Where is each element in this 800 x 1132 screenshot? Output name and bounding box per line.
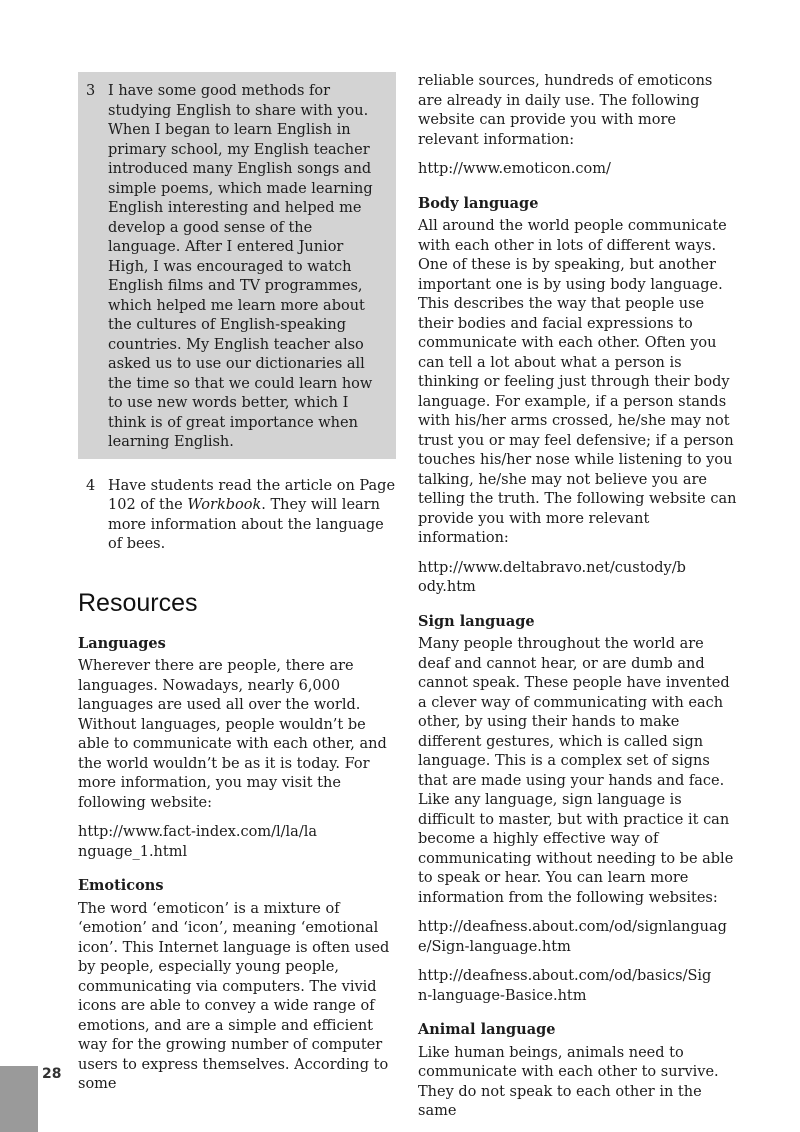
languages-heading: Languages (78, 634, 166, 652)
sign-language-link-2[interactable]: http://deafness.about.com/od/basics/Sign-language-Basice.htm (418, 968, 712, 1004)
animal-language-heading: Animal language (418, 1021, 556, 1038)
emoticons-link[interactable]: http://www.emoticon.com/ (418, 161, 611, 177)
sign-language-link-1[interactable]: http://deafness.about.com/od/signlanguage/Sign-language.htm (418, 919, 727, 955)
item-number: 3 (86, 83, 96, 99)
body-language-heading: Body language (418, 194, 539, 212)
languages-link[interactable]: http://www.fact-index.com/l/la/language_1.html (78, 824, 317, 860)
item-4-text (108, 477, 398, 555)
item-3-text: I have some good methods for studying English to share with you. When I began to learn English in primary school, my English teacher introduced many English songs and simple poems, which made learning English interesting and helped me develop a good sense of the language. After I entered Junior High, I was encouraged to watch English films and TV programmes, which helped me learn more about the cultures of English-speaking countries. My English teacher also asked us to use our dictionaries all the time so that we could learn how to use new words better, which I think is of great importance when learning English. (108, 83, 373, 450)
tip-box-item-3 (78, 72, 396, 459)
list-item-4 (78, 477, 398, 555)
emoticons-continued-text: reliable sources, hundreds of emoticons are already in daily use. The following website can provide you with more relevant information: (418, 73, 713, 148)
right-column (418, 72, 740, 1132)
emoticons-text: The word ‘emoticon’ is a mixture of ‘emotion’ and ‘icon’, meaning ‘emotional icon’. This Internet language is often used by people, especially young people, communicating via computers. The vivid icons are able to convey a wide range of emotions, and are a simple and efficient way for the growing number of computer users to express themselves. According to some (78, 900, 390, 1092)
body-language-link[interactable]: http://www.deltabravo.net/custody/body.htm (418, 559, 686, 595)
emoticons-heading: Emoticons (78, 877, 164, 894)
left-column (78, 72, 398, 1105)
page-number: 28 (42, 1066, 62, 1082)
sign-language-heading: Sign language (418, 612, 535, 630)
workbook-title: Workbook (187, 497, 262, 513)
item-4-text-end: . They will learn more information about the language of bees. (108, 497, 384, 552)
item-number: 4 (86, 477, 96, 494)
languages-text: Wherever there are people, there are languages. Nowadays, nearly 6,000 languages are used all over the world. Without languages, people wouldn’t be able to communicate with each other, and the world wouldn’t be as it is today. For more information, you may visit the following website: (78, 658, 387, 811)
resources-title: Resources (78, 588, 198, 617)
page-tab-marker (0, 1066, 38, 1132)
body-language-text: All around the world people communicate with each other in lots of different ways. One of these is by speaking, but another important one is by using body language. This describes the way that people use their bodies and facial expressions to communicate with each other. Often you can tell a lot about what a person is thinking or feeling just through their body language. For example, if a person stands with his/her arms crossed, he/she may not trust you or may feel defensive; if a person touches his/her nose while listening to you talking, he/she may not believe you are telling the truth. The following website can provide you with more relevant information: (418, 218, 737, 546)
item-4-text-start: Have students read the article on Page 102 of the (108, 477, 396, 513)
sign-language-text: Many people throughout the world are deaf and cannot hear, or are dumb and cannot speak. These people have invented a clever way of communicating with each other, by using their hands to make different gestures, which is called sign language. This is a complex set of signs that are made using your hands and face. Like any language, sign language is difficult to master, but with practice it can become a highly effective way of communicating without needing to be able to speak or hear. You can learn more information from the following websites: (418, 636, 734, 906)
animal-language-text: Like human beings, animals need to communicate with each other to survive. They do not speak to each other in the same (418, 1044, 719, 1119)
